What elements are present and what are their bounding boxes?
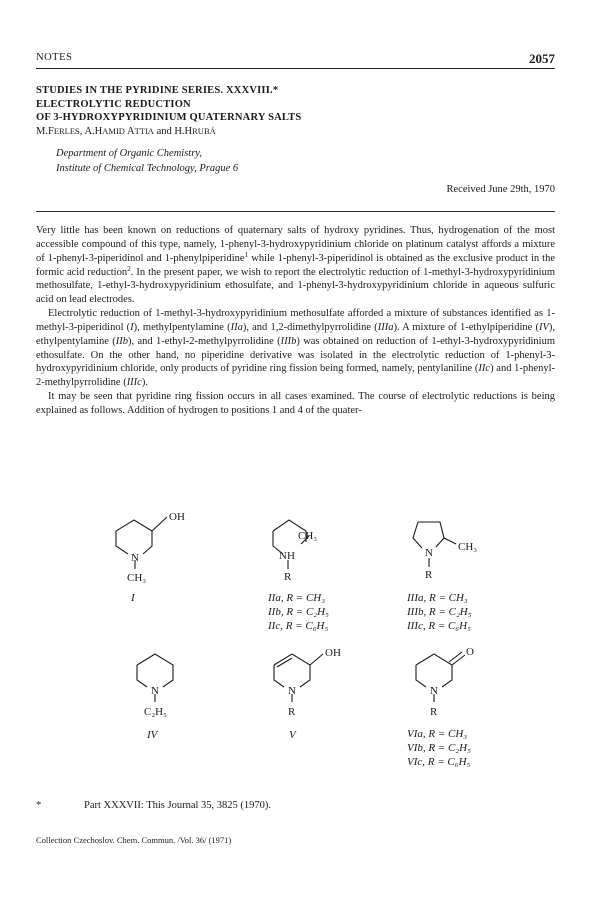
struct-II-variant-a: IIa, R = CH₃ (268, 592, 326, 604)
struct-I-label: I (131, 592, 135, 604)
journal-page (36, 0, 555, 901)
received-date: Received June 29th, 1970 (446, 184, 555, 195)
paragraph-3: It may be seen that pyridine ring fission occurs in all cases examined. The course of electrolytic reductions is being explained as follows. Addition of hydrogen to positions 1 and 4 of the quater- (36, 391, 555, 416)
struct-III-ch3: CH₃ (458, 541, 478, 553)
body-rule (36, 211, 555, 212)
struct-VI-r: R (430, 706, 438, 718)
struct-II-r: R (284, 571, 292, 583)
struct-VI-variant-a: VIa, R = CH₃ (407, 728, 468, 740)
title-line-2: ELECTROLYTIC REDUCTION (36, 98, 191, 110)
structure-I (116, 517, 167, 569)
struct-I-oh: OH (169, 511, 185, 523)
struct-I-ch3: CH₃ (127, 572, 147, 584)
paragraph-1: Very little has been known on reductions of quaternary salts of hydroxy pyridines. Thus, hydrogenation of the most accessible compound of this type, namely, 1-phenyl-3-hydroxypyridinium chloride on platinum catalyst affords a mixture of 1-phenyl-3-piperidinol and 1-phenylpiperidine$^1$ while 1-phenyl-3-piperidinol is obtained as the exclusive product in the formic acid reduction$^2$. In the present paper, we wish to report the electrolytic reduction of 1-methyl-3-hydroxypyridinium methosulfate, 1-ethyl-3-hydroxypyridinium ethosulfate, and 1-phenyl-3-hydroxypyridinium chloride in aqueous sulfuric acid on lead electrodes. (36, 225, 555, 306)
struct-IV-label: IV (147, 729, 158, 741)
struct-II-ch3: CH₃ (298, 530, 318, 542)
article-title (36, 84, 301, 125)
header-rule (36, 68, 555, 69)
struct-III-n: N (425, 547, 433, 559)
footnote-text: Part XXXVII: This Journal 35, 3825 (1970). (84, 800, 272, 811)
struct-II-nh: NH (279, 550, 295, 562)
page-number: 2057 (529, 51, 555, 66)
struct-VI-o: O (466, 646, 474, 658)
struct-V-oh: OH (325, 647, 341, 659)
article-body (36, 224, 555, 418)
struct-IV-c2h5: C₂H₅ (144, 706, 167, 718)
struct-I-n: N (131, 552, 139, 564)
paragraph-2: Electrolytic reduction of 1-methyl-3-hydroxypyridinium methosulfate afforded a mixture of substances identified as 1-methyl-3-piperidinol (I), methylpentylamine (IIa), and 1,2-dimethylpyrrolidine (IIIa). A mixture of 1-ethylpiperidine (IV), ethylpentylamine (IIb), and 1-ethyl-2-methylpyrrolidine (IIIb) was obtained on reduction of 1-ethyl-3-hydroxypyridinium ethosulfate. On the other hand, no piperidine derivative was isolated in the electrolytic reduction of 1-phenyl-3-hydroxypyridinium chloride, only products of pyridine ring fission being formed, namely, pentylaniline (IIc) and 1-phenyl-2-methylpyrrolidine (IIIc). (36, 308, 556, 389)
struct-III-variant-c: IIIc, R = C₆H₅ (407, 620, 471, 632)
chemical-structures (36, 494, 555, 776)
struct-IV-n: N (151, 685, 159, 697)
title-line-1: STUDIES IN THE PYRIDINE SERIES. XXXVIII.* (36, 85, 279, 96)
footnote (36, 800, 271, 811)
affiliation-line-1: Department of Organic Chemistry, (56, 148, 203, 159)
journal-citation: Collection Czechoslov. Chem. Commun. /Vol. 36/ (1971) (36, 835, 232, 845)
structure-V (274, 654, 323, 702)
structure-III (413, 522, 456, 567)
struct-III-variant-a: IIIa, R = CH₃ (407, 592, 468, 604)
structures-figure (36, 494, 555, 776)
struct-VI-variant-c: VIc, R = C₆H₅ (407, 756, 471, 768)
structure-VI (416, 652, 465, 702)
struct-V-r: R (288, 706, 296, 718)
struct-V-label: V (289, 729, 296, 741)
running-head (36, 52, 555, 68)
struct-II-variant-c: IIc, R = C₆H₅ (268, 620, 329, 632)
affiliation (56, 147, 238, 176)
affiliation-line-2: Institute of Chemical Technology, Prague 6 (56, 162, 239, 174)
struct-III-variant-b: IIIb, R = C₂H₅ (407, 606, 472, 618)
struct-VI-variant-b: VIb, R = C₂H₅ (407, 742, 471, 754)
struct-II-variant-b: IIb, R = C₂H₅ (268, 606, 329, 618)
title-line-3: OF 3-HYDROXYPYRIDINIUM QUATERNARY SALTS (36, 112, 302, 123)
struct-VI-n: N (430, 685, 438, 697)
footnote-mark: * (36, 800, 42, 811)
authors: M.FERLES, A.HAMID ATTIA and H.HRUBÁ (36, 126, 216, 137)
struct-V-n: N (288, 685, 296, 697)
struct-III-r: R (425, 569, 433, 581)
section-label: NOTES (36, 52, 73, 63)
